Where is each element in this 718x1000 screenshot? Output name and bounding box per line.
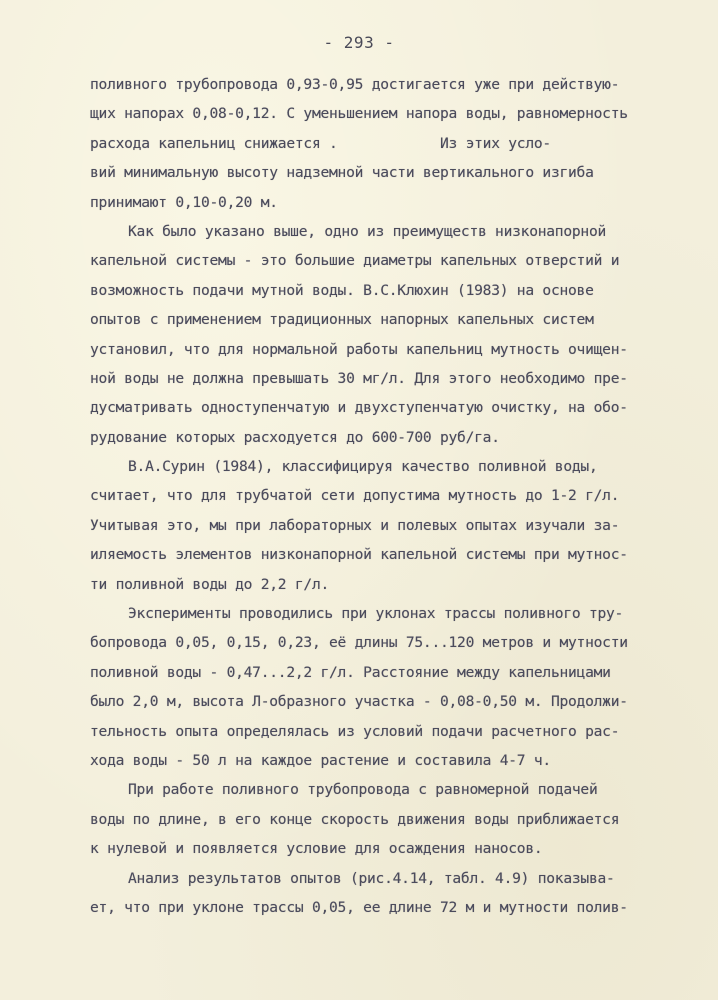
text-line: Эксперименты проводились при уклонах трассы поливного тру- (128, 605, 624, 623)
text-line: возможность подачи мутной воды. В.С.Клюхин (1983) на основе (90, 281, 594, 299)
text-line: При работе поливного трубопровода с равномерной подачей (128, 781, 598, 799)
text-line: ет, что при уклоне трассы 0,05, ее длине 72 м и мутности полив- (90, 898, 628, 916)
text-line: ной воды не должна превышать 30 мг/л. Для этого необходимо пре- (90, 369, 628, 387)
text-line: бопровода 0,05, 0,15, 0,23, её длины 75...120 метров и мутности (90, 634, 628, 652)
text-line: поливной воды - 0,47...2,2 г/л. Расстояние между капельницами (90, 663, 611, 681)
text-line: воды по длине, в его конце скорость движения воды приближается (90, 810, 620, 828)
body-text (90, 70, 650, 922)
text-line: Анализ результатов опытов (рис.4.14, табл. 4.9) показыва- (128, 869, 615, 887)
text-line: В.А.Сурин (1984), классифицируя качество поливной воды, (128, 458, 598, 476)
text-line: ти поливной воды до 2,2 г/л. (90, 575, 330, 593)
text-line: поливного трубопровода 0,93-0,95 достигается уже при действую- (90, 76, 620, 93)
text-line: принимают 0,10-0,20 м. (90, 193, 278, 211)
text-line: установил, что для нормальной работы капельниц мутность очищен- (90, 340, 628, 358)
text-line: считает, что для трубчатой сети допустима мутность до 1-2 г/л. (90, 487, 620, 505)
text-line: щих напорах 0,08-0,12. С уменьшением напора воды, равномерность (90, 105, 628, 123)
text-line: опытов с применением традиционных напорных капельных систем (90, 311, 594, 329)
text-line: рудование которых расходуется до 600-700 руб/га. (90, 428, 500, 446)
text-line: иляемость элементов низконапорной капельной системы при мутнос- (90, 546, 628, 564)
text-line: расхода капельниц снижается . Из этих усло- (90, 134, 551, 152)
text-line: к нулевой и появляется условие для осаждения наносов. (90, 840, 543, 858)
text-line: было 2,0 м, высота Л-образного участка - 0,08-0,50 м. Продолжи- (90, 693, 628, 711)
text-line: вий минимальную высоту надземной части вертикального изгиба (90, 164, 594, 182)
text-line: хода воды - 50 л на каждое растение и составила 4-7 ч. (90, 751, 551, 769)
text-line: дусматривать одноступенчатую и двухступенчатую очистку, на обо- (90, 399, 628, 417)
text-line: Как было указано выше, одно из преимуществ низконапорной (128, 222, 607, 240)
page-number: - 293 - (323, 33, 395, 52)
text-line: тельность опыта определялась из условий подачи расчетного рас- (90, 722, 620, 740)
text-line: Учитывая это, мы при лабораторных и полевых опытах изучали за- (90, 516, 620, 534)
text-line: капельной системы - это большие диаметры капельных отверстий и (90, 252, 620, 270)
